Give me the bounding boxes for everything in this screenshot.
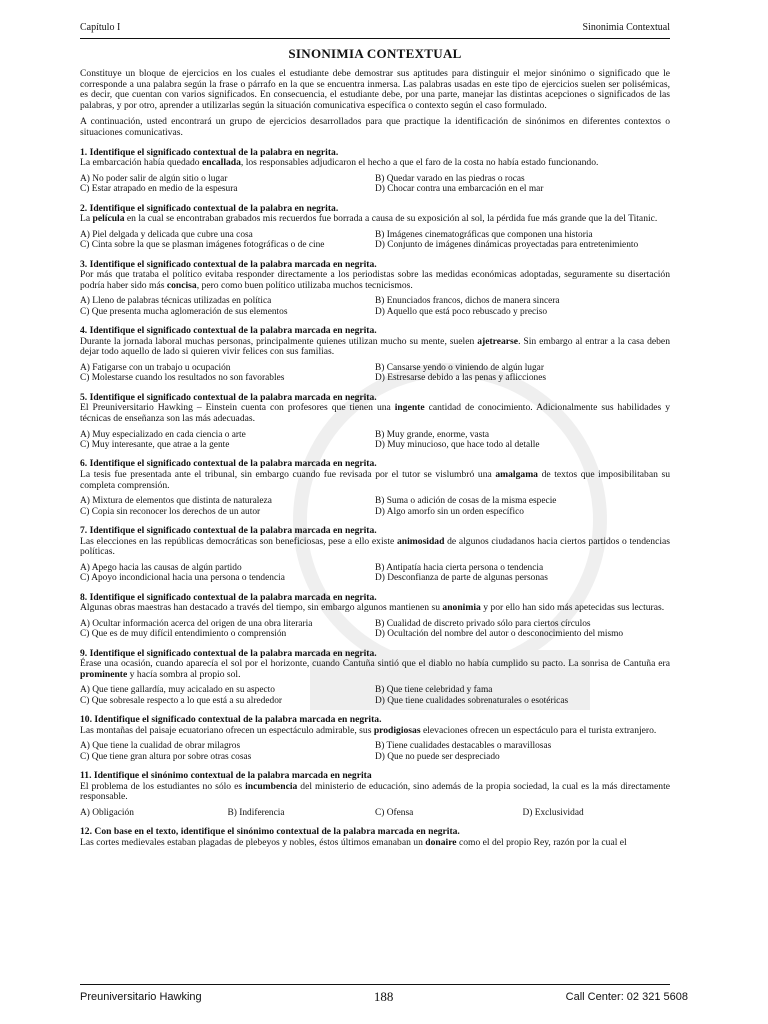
answer-option: C) Que presenta mucha aglomeración de sus elementos (80, 306, 288, 317)
question-heading: 10. Identifique el significado contextual de la palabra marcada en negrita. (80, 714, 382, 726)
answer-option: B) Cualidad de discreto privado sólo para ciertos círculos (375, 618, 591, 629)
answer-option: D) Estresarse debido a las penas y aflicciones (375, 373, 547, 384)
answer-option: D) Muy minucioso, que hace todo al detalle (375, 439, 540, 450)
answer-option: B) Indiferencia (227, 807, 285, 818)
answer-options (80, 741, 670, 762)
answer-option: C) Molestarse cuando los resultados no son favorables (80, 373, 285, 384)
question-text-before: Por más que trataba el político evitaba responder directamente a los periodistas sobre las medidas económicas adoptadas, seguramente su disertación podría haber sido más (80, 269, 670, 291)
question-text-before: La (80, 213, 93, 225)
question-text (80, 158, 670, 169)
answer-option: A) Que tiene la cualidad de obrar milagros (80, 741, 241, 752)
question-block (80, 526, 670, 584)
question-block (80, 593, 670, 640)
bold-target-word: ingente (394, 402, 425, 414)
chapter-label: Capítulo I (80, 22, 121, 33)
question-text-before: La tesis fue presentada ante el tribunal, sin embargo cuando fue revisada por el tutor se vislumbró una (80, 468, 496, 480)
answer-option: B) Imágenes cinematográficas que componen una historia (375, 229, 593, 240)
answer-option: A) Que tiene gallardía, muy acicalado en su aspecto (80, 685, 275, 696)
question-text (80, 270, 670, 291)
question-text-after: y hacía sombra al propio sol. (127, 668, 241, 680)
answer-option: B) Quedar varado en las piedras o rocas (375, 173, 525, 184)
answer-option: A) No poder salir de algún sitio o lugar (80, 173, 228, 184)
question-heading: 12. Con base en el texto, identifique el sinónimo contextual de la palabra marcada en negrita. (80, 826, 460, 838)
answer-options (80, 296, 670, 317)
answer-options (80, 496, 670, 517)
answer-option: B) Cansarse yendo o viniendo de algún lugar (375, 362, 544, 373)
question-heading: 5. Identifique el significado contextual de la palabra marcada en negrita. (80, 391, 377, 403)
answer-option: D) Desconfianza de parte de algunas personas (375, 573, 548, 584)
question-heading: 8. Identifique el significado contextual de la palabra marcada en negrita. (80, 591, 377, 603)
question-text-before: Durante la jornada laboral muchas personas, principalmente quienes utilizan mucho su mente, suelen (80, 335, 478, 347)
question-text-before: Las cortes medievales estaban plagadas de plebeyos y nobles, éstos últimos emanaban un (80, 836, 426, 848)
question-block (80, 459, 670, 517)
bold-target-word: concisa (166, 279, 197, 291)
intro-paragraph: A continuación, usted encontrará un grupo de ejercicios desarrollados para que practique la identificación de sinónimos en diferentes contextos o situaciones comunicativas. (80, 116, 670, 138)
question-text-after: de textos que imposibilitaban su completa comprensión. (80, 468, 670, 491)
answer-options (80, 430, 670, 451)
question-block (80, 204, 670, 251)
answer-option: B) Muy grande, enorme, vasta (375, 429, 490, 440)
answer-option: D) Conjunto de imágenes dinámicas proyectadas para entretenimiento (375, 240, 639, 251)
answer-option: C) Cinta sobre la que se plasman imágenes fotográficas o de cine (80, 240, 325, 251)
bold-target-word: donaire (425, 836, 457, 848)
answer-options (80, 230, 670, 251)
question-text (80, 403, 670, 424)
answer-options (80, 363, 670, 384)
question-text-before: Algunas obras maestras han destacado a través del tiempo, sin embargo algunos mantienen su (80, 602, 443, 614)
question-block (80, 326, 670, 384)
bold-target-word: prominente (80, 668, 128, 680)
answer-option: D) Que tiene cualidades sobrenaturales o esotéricas (375, 695, 569, 706)
answer-option: C) Estar atrapado en medio de la espesura (80, 184, 238, 195)
answer-option: C) Que es de muy difícil entendimiento o comprensión (80, 629, 287, 640)
answer-option: B) Que tiene celebridad y fama (375, 685, 493, 696)
question-heading: 9. Identifique el significado contextual de la palabra marcada en negrita. (80, 647, 377, 659)
page-title: SINONIMIA CONTEXTUAL (288, 46, 462, 61)
answer-options (80, 619, 670, 640)
question-block (80, 649, 670, 707)
question-block (80, 771, 670, 818)
question-heading: 1. Identifique el significado contextual de la palabra en negrita. (80, 146, 339, 158)
bold-target-word: incumbencia (245, 780, 298, 792)
answer-option: A) Ocultar información acerca del origen de una obra literaria (80, 618, 313, 629)
question-text (80, 537, 670, 558)
question-text-after: y por ello han sido más apetecidas sus lecturas. (480, 602, 665, 614)
answer-option: B) Antipatía hacia cierta persona o tendencia (375, 562, 544, 573)
question-heading: 2. Identifique el significado contextual de la palabra en negrita. (80, 202, 339, 214)
bold-target-word: ajetrearse (477, 335, 519, 347)
question-text (80, 838, 670, 849)
question-text-before: La embarcación había quedado (80, 157, 202, 169)
answer-option: C) Ofensa (375, 807, 414, 818)
question-text-after: , los responsables adjudicaron el hecho a que el faro de la costa no había estado funcionando. (240, 157, 599, 169)
answer-option: D) Chocar contra una embarcación en el mar (375, 184, 544, 195)
question-heading: 11. Identifique el sinónimo contextual de la palabra marcada en negrita (80, 770, 372, 782)
bold-target-word: encallada (202, 157, 241, 169)
question-text (80, 782, 670, 803)
bold-target-word: anonimia (442, 602, 481, 614)
question-text (80, 726, 670, 737)
question-text (80, 470, 670, 491)
answer-option: C) Apoyo incondicional hacia una persona o tendencia (80, 573, 285, 584)
intro-paragraph: Constituye un bloque de ejercicios en los cuales el estudiante debe demostrar sus aptitudes para distinguir el mejor sinónimo o significado que le corresponde a una palabra según la frase o párrafo en la que se encuentra inmersa. Las palabras usadas en este tipo de ejercicios suelen ser polisémicas, es decir, que cuentan con varios significados. En consecuencia, el estudiante debe, por una parte, manejar las distintas acepciones o significados de las palabras, y por otro, aprender a utilizarlas según la situación comunicativa específica o contexto según el caso formulado. (80, 68, 670, 111)
question-block (80, 827, 670, 848)
answer-option: C) Copia sin reconocer los derechos de un autor (80, 506, 261, 517)
question-text (80, 659, 670, 680)
footer-phone: Call Center: 02 321 5608 (565, 991, 688, 1003)
bold-target-word: animosidad (396, 535, 445, 547)
answer-option: C) Muy interesante, que atrae a la gente (80, 439, 230, 450)
document-body (80, 46, 670, 849)
section-label: Sinonimia Contextual (582, 22, 670, 33)
question-text (80, 603, 670, 614)
answer-options (80, 563, 670, 584)
question-text-after: como el del propio Rey, razón por la cual el (456, 836, 627, 848)
answer-options (80, 808, 670, 818)
answer-option: B) Enunciados francos, dichos de manera sincera (375, 296, 560, 307)
question-text-before: El Preuniversitario Hawking – Einstein cuenta con profesores que tienen una (80, 402, 395, 414)
question-list (80, 148, 670, 849)
answer-option: A) Piel delgada y delicada que cubre una cosa (80, 229, 253, 240)
answer-options (80, 685, 670, 706)
answer-option: D) Exclusividad (522, 807, 584, 818)
bold-target-word: película (92, 213, 125, 225)
page-header (80, 22, 670, 36)
question-text-before: El problema de los estudiantes no sólo es (80, 780, 246, 792)
page-footer (80, 988, 688, 1006)
header-divider (80, 38, 670, 39)
question-text-before: Las montañas del paisaje ecuatoriano ofrecen un espectáculo admirable, sus (80, 724, 374, 736)
answer-option: D) Ocultación del nombre del autor o desconocimiento del mismo (375, 629, 624, 640)
answer-option: B) Tiene cualidades destacables o maravillosas (375, 741, 552, 752)
question-heading: 4. Identifique el significado contextual de la palabra marcada en negrita. (80, 325, 377, 337)
footer-institution: Preuniversitario Hawking (80, 991, 202, 1003)
answer-option: A) Fatigarse con un trabajo u ocupación (80, 362, 231, 373)
answer-option: D) Aquello que está poco rebuscado y preciso (375, 306, 548, 317)
question-text-after: , pero como buen político utilizaba muchos tecnicismos. (196, 279, 413, 291)
bold-target-word: prodigiosas (373, 724, 421, 736)
answer-option: A) Mixtura de elementos que distinta de naturaleza (80, 496, 272, 507)
answer-option: A) Muy especializado en cada ciencia o arte (80, 429, 246, 440)
question-block (80, 393, 670, 451)
question-text-before: Érase una ocasión, cuando aparecía el sol por el horizonte, cuando Cantuña sintió que el diablo no había cumplido su pacto. La sonrisa de Cantuña era (80, 658, 670, 670)
question-block (80, 260, 670, 318)
answer-option: C) Que tiene gran altura por sobre otras cosas (80, 751, 252, 762)
answer-option: C) Que sobresale respecto a lo que está a su alrededor (80, 695, 283, 706)
question-text-after: del ministerio de educación, sino además de la propia sociedad, la cual es la más directamente responsable. (80, 780, 670, 803)
page-number: 188 (373, 989, 394, 1004)
question-text-after: cantidad de conocimiento. Adicionalmente sus habilidades y técnicas de enseñanza son las más adecuadas. (80, 402, 671, 424)
footer-divider (80, 984, 670, 985)
question-text-after: de algunos ciudadanos hacia ciertos partidos o tendencias políticas. (80, 535, 670, 558)
answer-option: A) Lleno de palabras técnicas utilizadas en política (80, 296, 272, 307)
question-block (80, 715, 670, 762)
question-text-after: elevaciones ofrecen un espectáculo para el turista extranjero. (420, 724, 657, 736)
question-text-before: Las elecciones en las repúblicas democráticas son beneficiosas, pese a ello existe (80, 535, 397, 547)
answer-option: D) Algo amorfo sin un orden específico (375, 506, 524, 517)
question-text (80, 337, 670, 358)
question-text (80, 214, 670, 225)
answer-option: D) Que no puede ser despreciado (375, 751, 500, 762)
answer-option: A) Apego hacia las causas de algún partido (80, 562, 242, 573)
question-text-after: en la cual se encontraban grabados mis recuerdos fue borrada a causa de su exposición al sol, la pérdida fue más grande que la del Titanic. (124, 213, 658, 225)
question-heading: 6. Identifique el significado contextual de la palabra marcada en negrita. (80, 458, 377, 470)
question-block (80, 148, 670, 195)
bold-target-word: amalgama (495, 468, 538, 480)
question-heading: 7. Identifique el significado contextual de la palabra marcada en negrita. (80, 524, 377, 536)
question-text-after: . Sin embargo al entrar a la casa deben dejar todo aquello de lado si quieren vivir felices con sus familias. (80, 335, 670, 358)
question-heading: 3. Identifique el significado contextual de la palabra marcada en negrita. (80, 258, 377, 270)
answer-option: B) Suma o adición de cosas de la misma especie (375, 496, 557, 507)
answer-options (80, 174, 670, 195)
answer-option: A) Obligación (80, 807, 134, 818)
